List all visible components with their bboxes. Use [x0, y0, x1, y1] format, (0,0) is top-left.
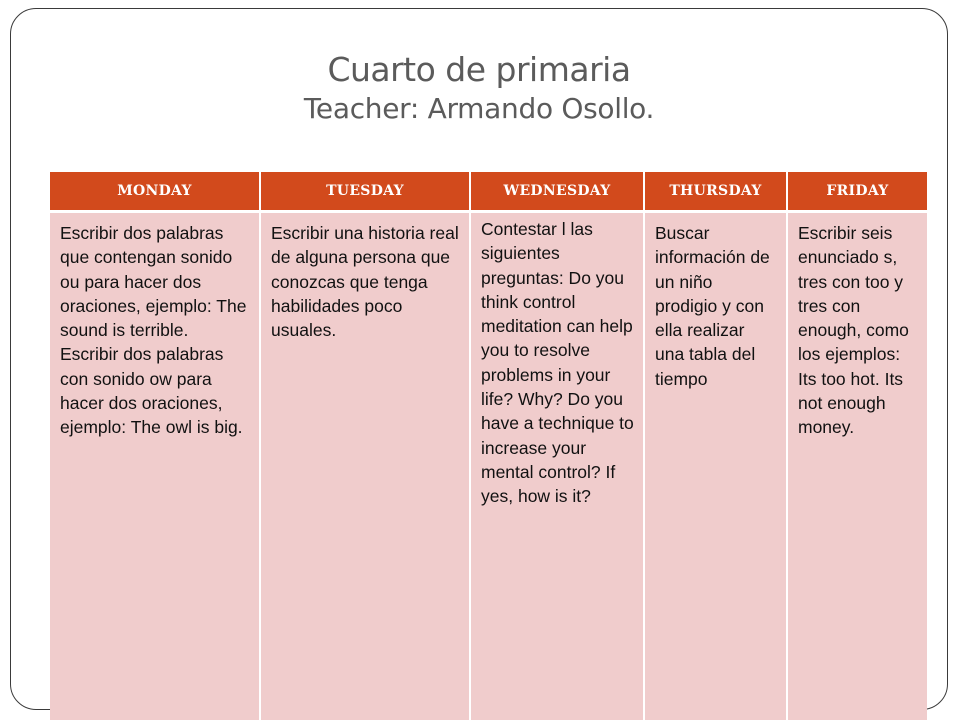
cell-thursday-text: Buscar información de un niño prodigio y con ella realizar una tabla del tiempo	[655, 223, 770, 389]
cell-monday-text: Escribir dos palabras que contengan sonido ou para hacer dos oraciones, ejemplo: The sound is terrible. Escribir dos palabras con sonido ow para hacer dos oraciones, ejemplo: The owl is big.	[60, 223, 247, 438]
header-monday: MONDAY	[50, 172, 260, 212]
cell-wednesday-text: Contestar l las siguientes preguntas: Do you think control meditation can help you to resolve problems in your life? Why? Do you have a technique to increase your mental control? If yes, how is it?	[481, 219, 634, 507]
cell-thursday	[644, 212, 787, 720]
title-block	[10, 48, 948, 126]
header-thursday: THURSDAY	[644, 172, 787, 212]
cell-tuesday	[260, 212, 470, 720]
page-title: Cuarto de primaria	[327, 50, 631, 89]
cell-wednesday	[470, 212, 644, 720]
header-friday: FRIDAY	[787, 172, 927, 212]
teacher-subtitle: Teacher: Armando Osollo.	[303, 92, 655, 125]
cell-monday	[50, 212, 260, 720]
cell-friday-text: Escribir seis enunciado s, tres con too y tres con enough, como los ejemplos: Its too hot. Its not enough money.	[798, 223, 909, 438]
header-row	[50, 172, 927, 212]
header-wednesday: WEDNESDAY	[470, 172, 644, 212]
cell-friday	[787, 212, 927, 720]
cell-tuesday-text: Escribir una historia real de alguna persona que conozcas que tenga habilidades poco usuales.	[271, 223, 459, 341]
weekly-schedule-table	[50, 172, 927, 720]
header-tuesday: TUESDAY	[260, 172, 470, 212]
table-row	[50, 212, 927, 720]
